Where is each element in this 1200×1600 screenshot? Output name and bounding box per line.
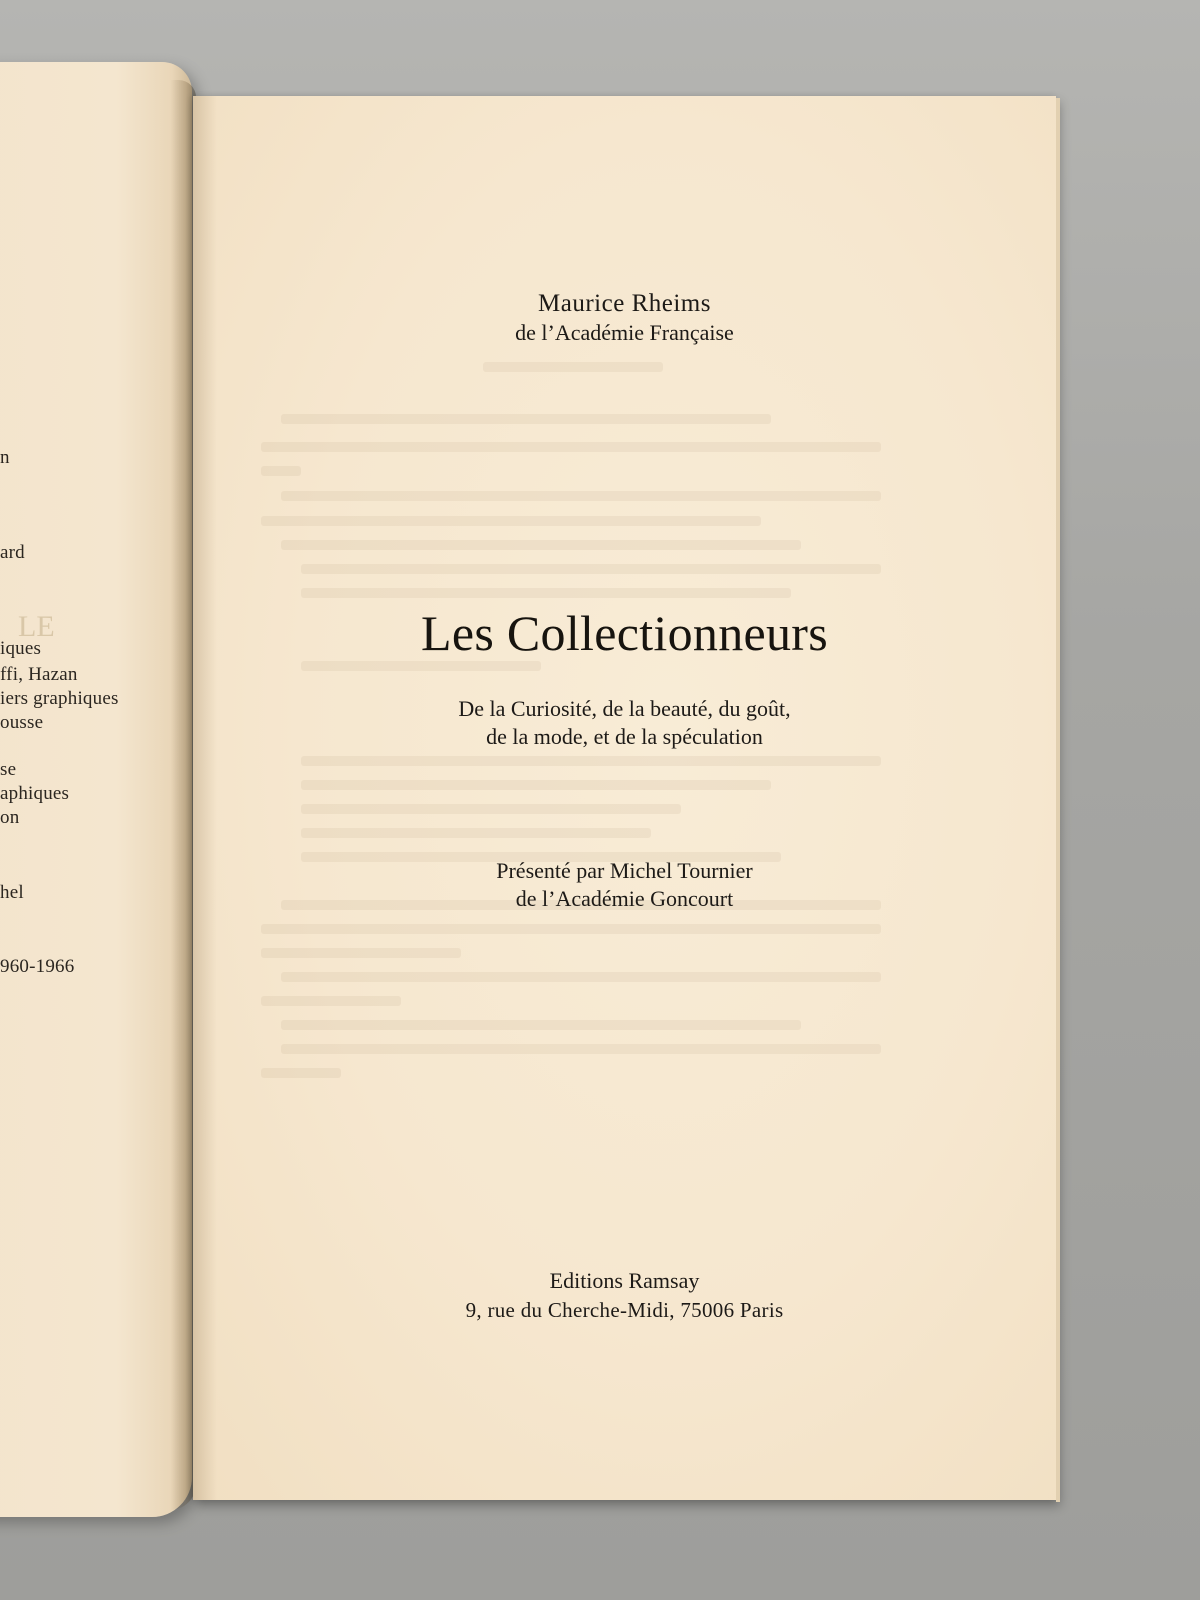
left-page <box>0 62 192 1517</box>
left-page-fragment: aphiques <box>0 783 70 804</box>
book-title: Les Collectionneurs <box>421 605 828 661</box>
page-edge <box>1056 98 1060 1502</box>
presenter: Présenté par Michel Tournier <box>496 858 753 883</box>
publisher-address: 9, rue du Cherche-Midi, 75006 Paris <box>465 1298 784 1322</box>
left-page-fragment: iers graphiques <box>0 688 119 709</box>
left-page-fragment: on <box>0 807 20 828</box>
left-page-fragment: iques <box>0 638 42 659</box>
left-page-fragment: n <box>0 447 10 468</box>
left-page-fragment: hel <box>0 882 24 903</box>
left-page-fragment: 960-1966 <box>0 956 75 977</box>
left-page-fragment: ard <box>0 542 25 563</box>
left-page-fragment: ffi, Hazan <box>0 664 78 685</box>
left-page-show-through: LE <box>18 610 55 643</box>
subtitle-line-2: de la mode, et de la spéculation <box>486 724 763 749</box>
left-page-fragment: se <box>0 759 17 780</box>
subtitle-line-1: De la Curiosité, de la beauté, du goût, <box>458 696 791 721</box>
author-affiliation: de l’Académie Française <box>515 320 734 345</box>
publisher-name: Editions Ramsay <box>549 1268 700 1293</box>
presenter-affiliation: de l’Académie Goncourt <box>515 886 734 911</box>
title-page <box>193 96 1056 1500</box>
left-page-fragment: ousse <box>0 712 44 733</box>
author-name: Maurice Rheims <box>538 290 711 317</box>
